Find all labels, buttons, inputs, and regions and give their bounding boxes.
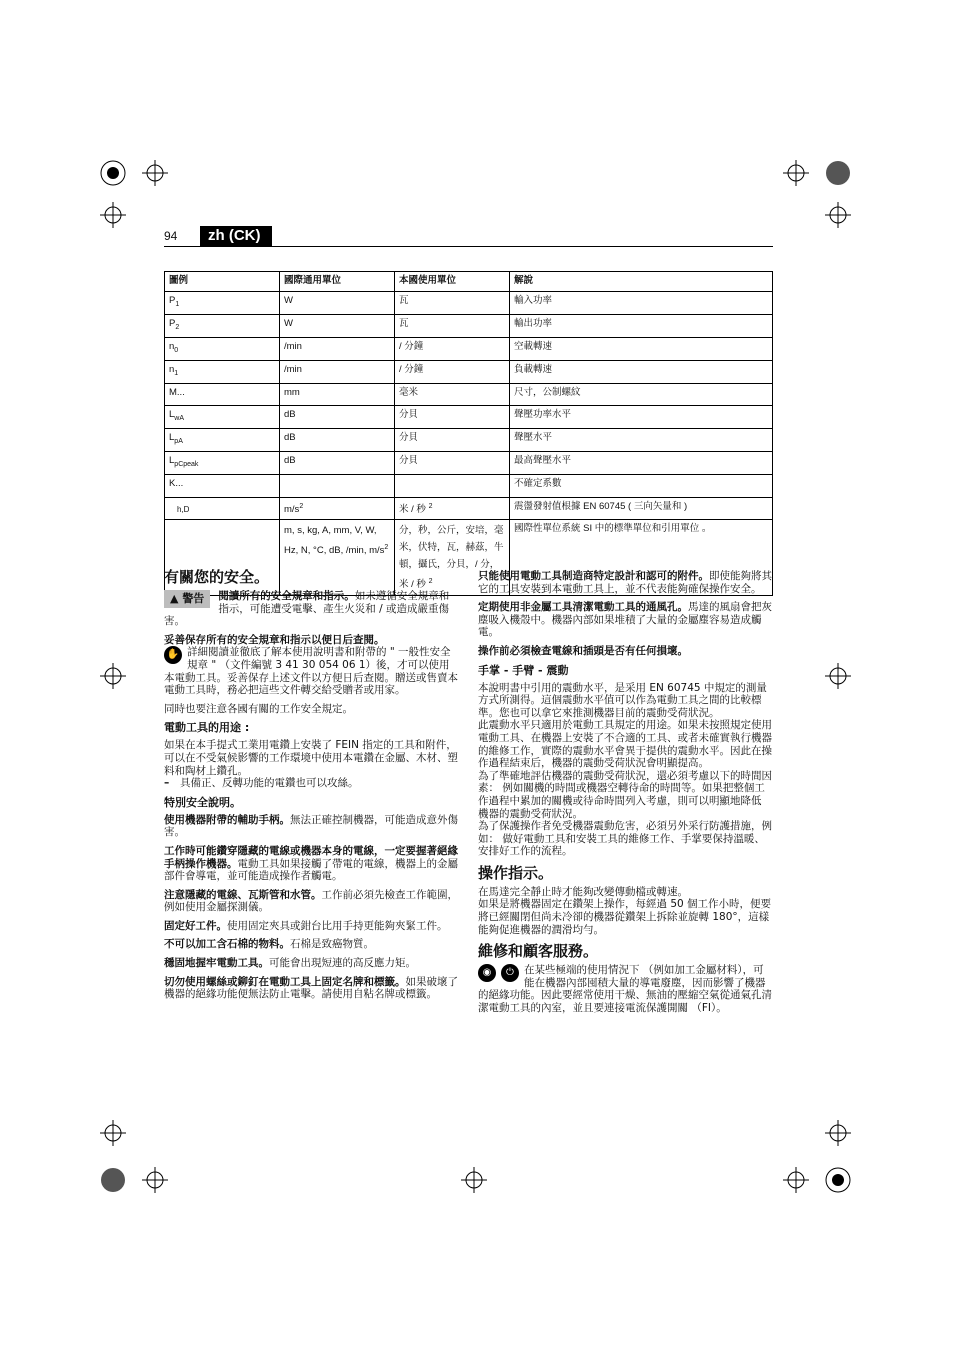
table-cell: 分，秒，公斤，安培，毫米，伏特，瓦，赫茲，牛頓，攝氏，分貝，/ 分，米 / 秒 $^2$ xyxy=(395,520,510,596)
table-cell: W xyxy=(280,314,395,337)
symbol-cell: $n_0$ xyxy=(165,337,280,360)
table-cell: 聲壓功率水平 xyxy=(510,406,773,429)
table-cell: mm xyxy=(280,383,395,406)
vibration-paragraph: 為了保護操作者免受機器震動危害，必須另外采行防護措施，例如： 做好電動工具和安裝工具的維修工作、手掌要保持溫暖、安排好工作的流程。 xyxy=(478,820,772,858)
table-cell: / 分鐘 xyxy=(395,360,510,383)
warning-label: ▲ 警告 xyxy=(164,590,210,608)
table-cell: 毫米 xyxy=(395,383,510,406)
table-cell: dB xyxy=(280,406,395,429)
operating-paragraph: 如果是將機器固定在鑽架上操作，每經過 50 個工作小時，便要將已經關閉但尚未冷卻的機器從鑽架上拆除並旋轉 180°，這樣能夠促進機器的潤滑均勻。 xyxy=(478,898,772,936)
warning-bold: 閱讀所有的安全規章和指示。 xyxy=(218,590,355,602)
warning-triangle-icon: ▲ xyxy=(170,592,179,605)
table-cell: 負載轉速 xyxy=(510,360,773,383)
safety-heading: 有關您的安全。 xyxy=(164,568,270,586)
column-header: 解說 xyxy=(510,272,773,292)
symbol-cell: $n_1$ xyxy=(165,360,280,383)
rule-bold: 固定好工件。 xyxy=(164,919,227,932)
units-table xyxy=(164,271,773,596)
column-header: 圖例 xyxy=(165,272,280,292)
rule-text: 即使能夠將其它的工具安裝到本電動工具上，並不代表能夠確保操作安全。 xyxy=(478,570,772,595)
rule-bold: 切勿使用螺絲或鉚釘在電動工具上固定名牌和標籤。 xyxy=(164,975,406,988)
symbol-cell: $L_{pA}$ xyxy=(165,429,280,452)
rule-text: 工作前必須先檢查工作範圍，例如使用金屬探測儀。 xyxy=(164,888,458,914)
national-rules-text: 同時也要注意各國有關的工作安全規定。 xyxy=(164,702,353,715)
table-cell xyxy=(395,475,510,498)
right-column xyxy=(478,570,773,1021)
intended-use-bullet: 具備正、反轉功能的電鑽也可以攻絲。 xyxy=(180,777,359,790)
vibration-paragraph: 此震動水平只適用於電動工具規定的用途。如果未按照規定使用電動工具、在機器上安裝了不合適的工具、或者未確實執行機器的維修工作，實際的震動水平會異于提供的震動水平。因此在操作過程結束后，機器的震動受荷狀況會明顯提高。 xyxy=(478,719,772,770)
unplug-icon: ⏻ xyxy=(501,964,519,982)
rule-text: 馬達的風扇會把灰塵吸入機殼中。機器內部如果堆積了大量的金屬塵容易造成觸電。 xyxy=(478,601,772,639)
table-cell: dB xyxy=(280,452,395,475)
rule-bold: 穩固地握牢電動工具。 xyxy=(164,957,269,970)
table-cell: 輸出功率 xyxy=(510,314,773,337)
table-cell: / 分鐘 xyxy=(395,337,510,360)
table-cell: 分貝 xyxy=(395,406,510,429)
table-cell: 不確定系數 xyxy=(510,475,773,498)
table-cell: 尺寸，公制螺紋 xyxy=(510,383,773,406)
table-row xyxy=(165,452,773,475)
table-row xyxy=(165,337,773,360)
table-row xyxy=(165,429,773,452)
table-cell: 國際性單位系統 SI 中的標準單位和引用單位 。 xyxy=(510,520,773,596)
column-header: 本國使用單位 xyxy=(395,272,510,292)
table-cell: 聲壓水平 xyxy=(510,429,773,452)
left-column xyxy=(164,568,458,1007)
vibration-paragraph: 本說明書中引用的震動水平，是采用 EN 60745 中規定的測量方式所測得。這個震動水平值可以作為電動工具之間的比較標準。您也可以拿它來推測機器目前的震動受荷狀況。 xyxy=(478,681,767,719)
table-cell xyxy=(280,475,395,498)
table-cell: 米 / 秒 $^2$ xyxy=(395,498,510,520)
warning-text: 如未遵循安全規章和指示，可能遭受電擊、產生火災和 / 或造成嚴重傷害。 xyxy=(164,590,450,628)
maintenance-text: 在某些極端的使用情況下 （例如加工金屬材料），可能在機器內部囤積大量的導電廢塵，因而影響了機器的絕緣功能。因此要經常使用干燥、無油的壓縮空氣從通氣孔清潔電動工具的內室，並且要連接電流保護開關 （FI）。 xyxy=(478,964,772,1015)
rule-text: 無法正確控制機器，可能造成意外傷害。 xyxy=(164,813,458,839)
rule-text: 可能會出現短連的高反應力矩。 xyxy=(269,957,416,970)
table-cell: 空載轉速 xyxy=(510,337,773,360)
table-cell: $m/s^2$ xyxy=(280,498,395,520)
symbol-cell: K... xyxy=(165,475,280,498)
rule-bold: 操作前必須檢查電線和插頭是否有任何損壞。 xyxy=(478,644,688,657)
eye-protection-icon: ◉ xyxy=(478,964,496,982)
rule-text: 石棉是致癌物質。 xyxy=(290,938,374,951)
rule-text: 使用固定夾具或鉗台比用手持更能夠夾緊工件。 xyxy=(227,919,448,932)
column-header: 國際通用單位 xyxy=(280,272,395,292)
header-rule xyxy=(164,246,773,247)
symbol-cell: $P_1$ xyxy=(165,292,280,315)
rule-bold: 注意隱藏的電線、瓦斯管和水管。 xyxy=(164,888,322,901)
table-row xyxy=(165,406,773,429)
rule-bold: 只能使用電動工具制造商特定設計和認可的附件。 xyxy=(478,570,709,582)
special-safety-heading: 特別安全說明。 xyxy=(164,795,241,809)
language-badge: zh (CK) xyxy=(200,226,272,246)
rule-bold: 工作時可能鑽穿隱藏的電線或機器本身的電線，一定要握著絕緣手柄操作機器。 xyxy=(164,844,458,870)
table-row xyxy=(165,292,773,315)
table-cell: 分貝 xyxy=(395,452,510,475)
table-cell: dB xyxy=(280,429,395,452)
table-row xyxy=(165,383,773,406)
symbol-cell: M... xyxy=(165,383,280,406)
intended-use-text: 如果在本手提式工業用電鑽上安裝了 FEIN 指定的工具和附件，可以在不受氣候影響的工作環境中使用本電鑽在金屬、木材、塑料和陶材上鑽孔。 xyxy=(164,739,458,777)
rule-bold: 定期使用非金屬工具清潔電動工具的通風孔。 xyxy=(478,601,688,614)
table-cell: 瓦 xyxy=(395,314,510,337)
keep-instructions: 妥善保存所有的安全規章和指示以便日后查閱。 xyxy=(164,633,385,646)
table-row xyxy=(165,475,773,498)
vibration-paragraph: 為了準確地評估機器的震動受荷狀況，還必須考慮以下的時間因素： 例如關機的時間或機器空轉待命的時間等。如果把整個工作過程中累加的關機或待命時間列入考慮，則可以明顯地降低 機器的震動受荷狀況。 xyxy=(478,769,772,820)
table-cell: 震盪發射值根據 EN 60745 ( 三向矢量和 ) xyxy=(510,498,773,520)
rule-text: 電動工具如果接觸了帶電的電線，機器上的金屬部件會導電，並可能造成操作者觸電。 xyxy=(164,857,458,883)
manual-text: 詳細閱讀並徹底了解本使用說明書和附帶的 " 一般性安全規章 " （文件編號 3 41 30 054 06 1）後，才可以使用本電動工具。妥善保存上述文件以方便日后查閱。贈送或售賣本電動工具時，務必把這些文件轉交給受贈者或用家。 xyxy=(164,646,458,697)
table-row xyxy=(165,498,773,520)
table-cell: /min xyxy=(280,360,395,383)
table-cell: 最高聲壓水平 xyxy=(510,452,773,475)
intended-use-heading: 電動工具的用途 : xyxy=(164,721,250,735)
symbol-cell: $L_{pCpeak}$ xyxy=(165,452,280,475)
rule-bold: 使用機器附帶的輔助手柄。 xyxy=(164,813,290,826)
rule-text: 如果破壞了機器的絕緣功能便無法防止電擊。請使用自粘名牌或標籤。 xyxy=(164,975,458,1001)
table-cell: 瓦 xyxy=(395,292,510,315)
vibration-heading: 手掌 - 手臂 - 震動 xyxy=(478,663,569,677)
table-row xyxy=(165,360,773,383)
table-header-row xyxy=(165,272,773,292)
operating-heading: 操作指示。 xyxy=(478,863,554,882)
read-manual-icon: ✋ xyxy=(164,646,182,664)
table-cell: W xyxy=(280,292,395,315)
bullet-dash: – xyxy=(164,777,170,790)
page-number: 94 xyxy=(164,229,178,243)
table-cell: m, s, kg, A, mm, V, W, Hz, N, °C, dB, /min, $m/s^2$ xyxy=(280,520,395,596)
maintenance-heading: 維修和顧客服務。 xyxy=(478,942,599,961)
operating-paragraph: 在馬達完全靜止時才能夠改變傳動檔或轉速。 xyxy=(478,885,688,898)
table-row xyxy=(165,314,773,337)
rule-bold: 不可以加工含石棉的物料。 xyxy=(164,938,290,951)
table-cell: 分貝 xyxy=(395,429,510,452)
symbol-cell: $P_2$ xyxy=(165,314,280,337)
table-cell: 輸入功率 xyxy=(510,292,773,315)
symbol-cell: h,D xyxy=(165,498,280,520)
symbol-cell: $L_{wA}$ xyxy=(165,406,280,429)
table-cell: /min xyxy=(280,337,395,360)
